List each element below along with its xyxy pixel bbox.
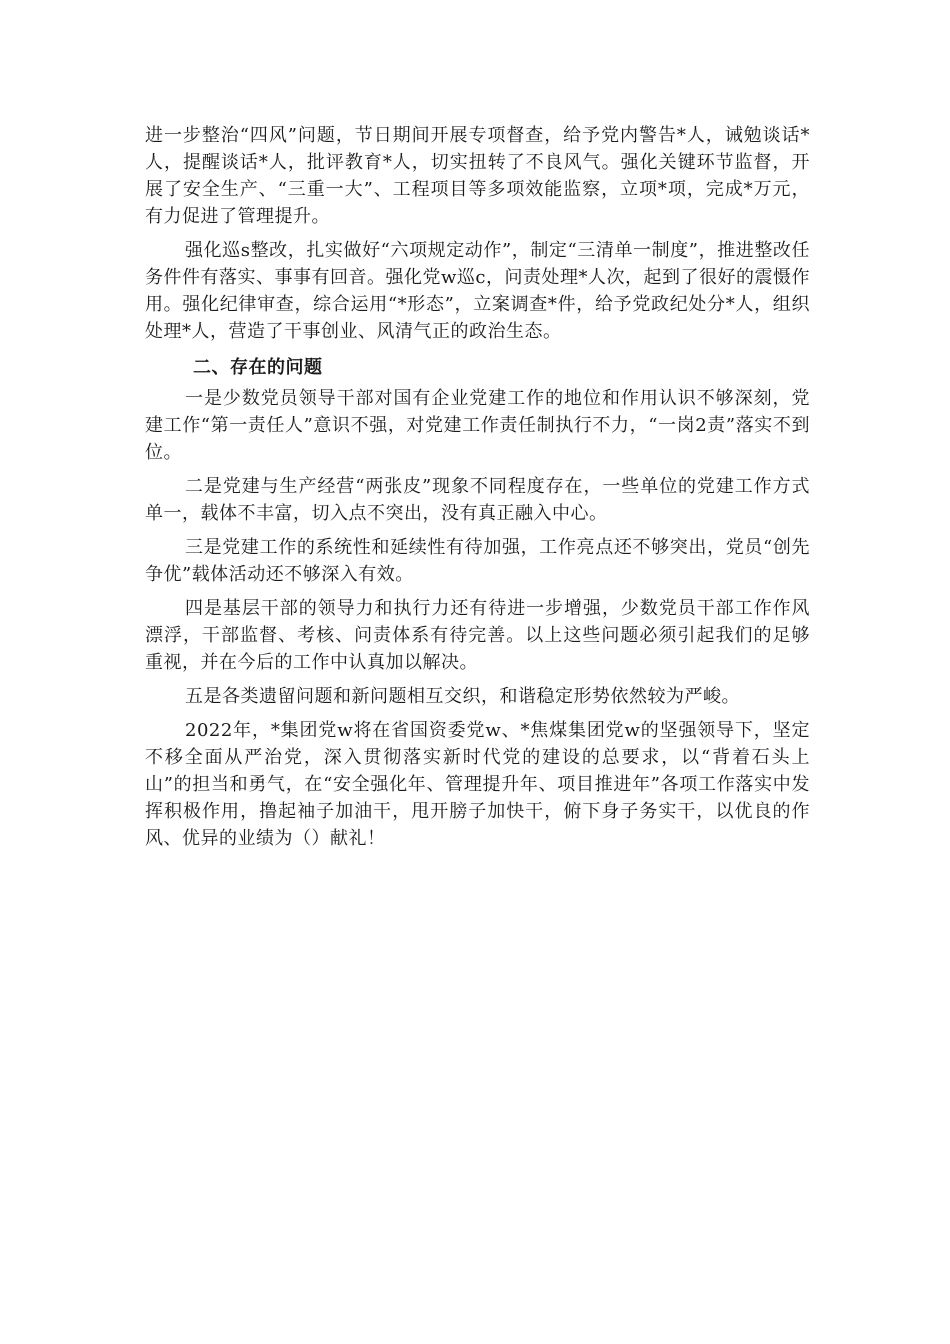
problem-item-5: 五是各类遗留问题和新问题相互交织，和谐稳定形势依然较为严峻。 xyxy=(185,686,740,707)
paragraph-inspection-rectification: 强化巡s整改，扎实做好“六项规定动作”，制定“三清单一制度”，推进整改任务件件有落实、事事有回音。强化党w巡c，问责处理*人次，起到了很好的震慑作用。强化纪律审查，综合运用“*形态”，立案调查*件，给予党政纪处分*人，组织处理*人，营造了干事创业、风清气正的政治生态。 xyxy=(145,240,810,342)
document-body xyxy=(145,122,810,852)
paragraph-supervision: 进一步整治“四风”问题，节日期间开展专项督查，给予党内警告*人，诫勉谈话*人，提醒谈话*人，批评教育*人，切实扭转了不良风气。强化关键环节监督，开展了安全生产、“三重一大”、工程项目等多项效能监察，立项*项，完成*万元，有力促进了管理提升。 xyxy=(145,125,810,227)
problem-item-3: 三是党建工作的系统性和延续性有待加强，工作亮点还不够突出，党员“创先争优”载体活动还不够深入有效。 xyxy=(145,537,810,585)
problem-item-4: 四是基层干部的领导力和执行力还有待进一步增强，少数党员干部工作作风漂浮，干部监督、考核、问责体系有待完善。以上这些问题必须引起我们的足够重视，并在今后的工作中认真加以解决。 xyxy=(145,598,810,673)
section-heading-problems: 二、存在的问题 xyxy=(193,357,323,378)
problem-item-1: 一是少数党员领导干部对国有企业党建工作的地位和作用认识不够深刻，党建工作“第一责任人”意识不强，对党建工作责任制执行不力，“一岗2责”落实不到位。 xyxy=(145,388,810,463)
problem-item-2: 二是党建与生产经营“两张皮”现象不同程度存在，一些单位的党建工作方式单一，载体不丰富，切入点不突出，没有真正融入中心。 xyxy=(145,476,810,524)
closing-paragraph: 2022年，*集团党w将在省国资委党w、*焦煤集团党w的坚强领导下，坚定不移全面从严治党，深入贯彻落实新时代党的建设的总要求，以“背着石头上山”的担当和勇气，在“安全强化年、管理提升年、项目推进年”各项工作落实中发挥积极作用，撸起袖子加油干，甩开膀子加快干，俯下身子务实干，以优良的作风、优异的业绩为（）献礼！ xyxy=(145,720,810,849)
